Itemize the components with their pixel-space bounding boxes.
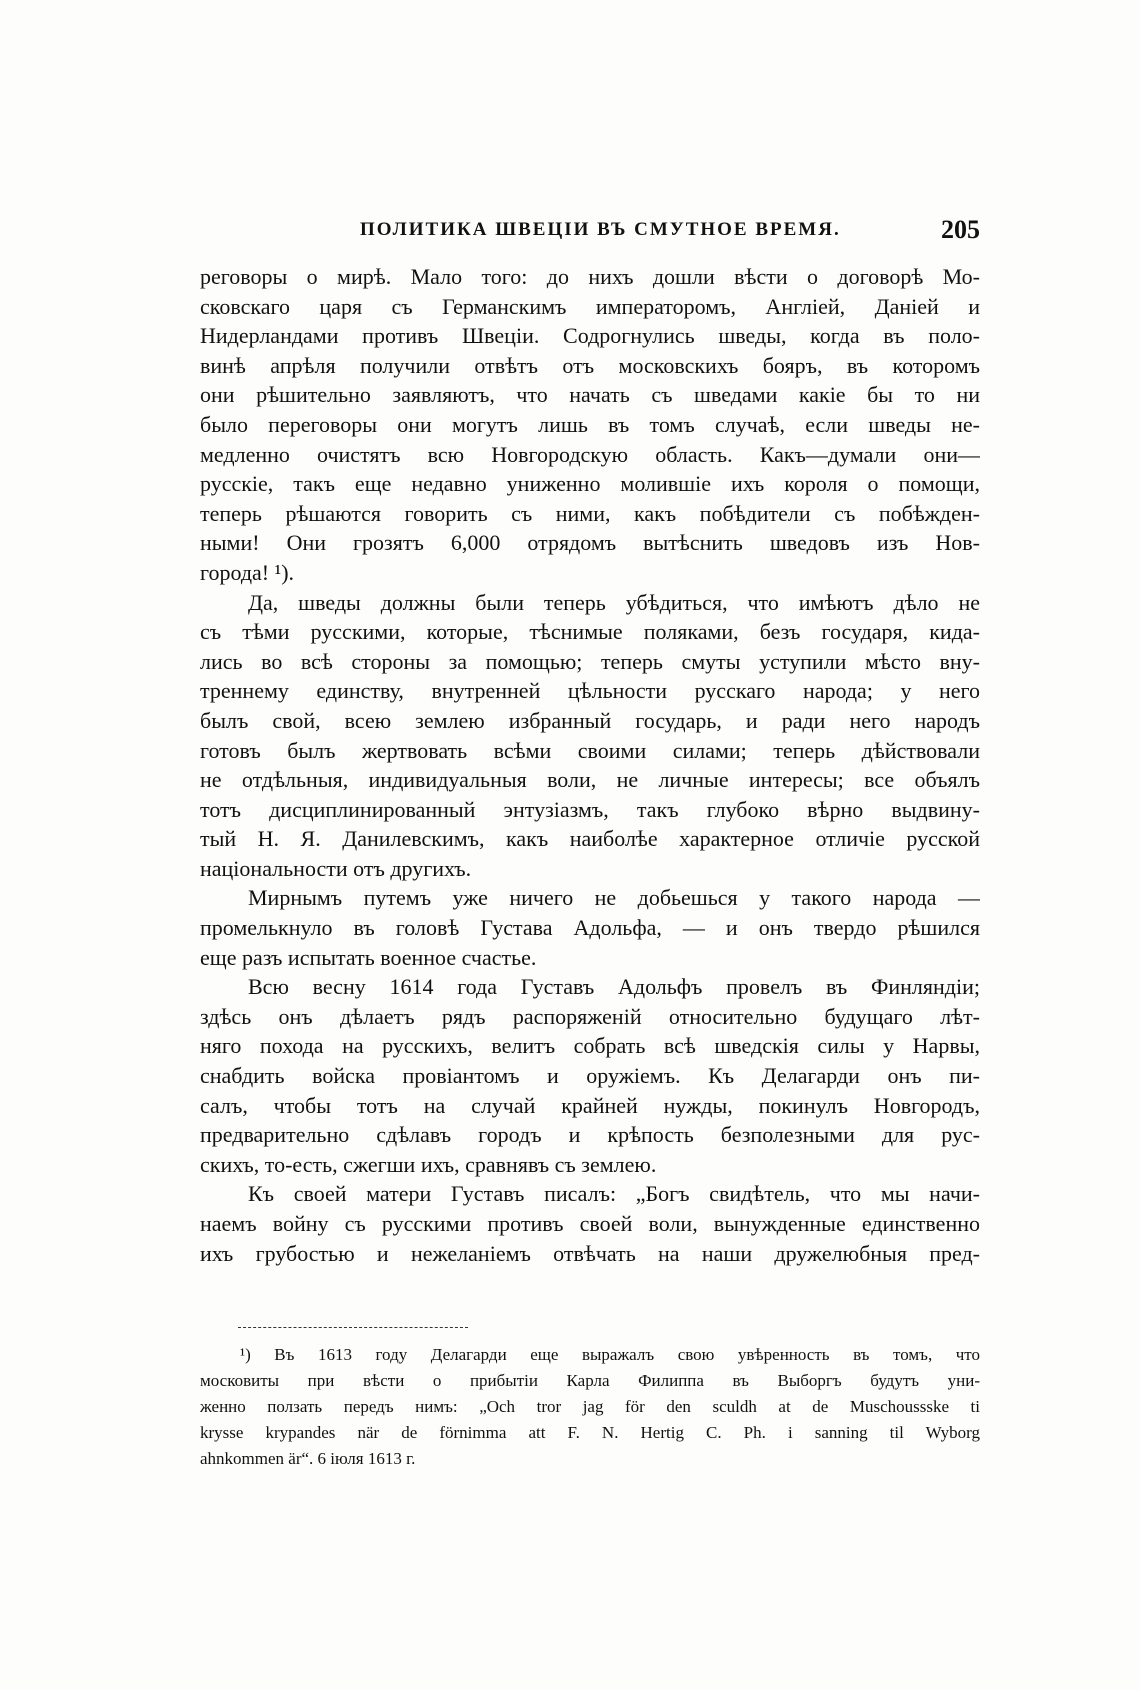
text-line: треннему единству, внутренней цѣльности русскаго народа; у него — [200, 678, 980, 704]
text-line: не отдѣльныя, индивидуальныя воли, не личные интересы; все объялъ — [200, 767, 980, 793]
text-line: реговоры о мирѣ. Мало того: до нихъ дошли вѣсти о договорѣ Мо- — [200, 264, 980, 289]
text-line: салъ, чтобы тотъ на случай крайней нужды, покинулъ Новгородъ, — [200, 1092, 980, 1118]
body-text — [200, 262, 980, 1268]
text-line: тотъ дисциплинированный энтузіазмъ, такъ глубоко вѣрно выдвину- — [200, 796, 980, 822]
footnote-line: krysse krypandes när de förnimma att F. N. Hertig C. Ph. i sanning til Wyborg — [200, 1423, 980, 1442]
page-number: 205 — [941, 215, 980, 244]
text-line: ихъ грубостью и нежеланіемъ отвѣчать на наши дружелюбныя пред- — [200, 1240, 980, 1266]
footnote-divider — [238, 1327, 468, 1328]
text-line: города! ¹). — [200, 559, 295, 585]
text-line: Да, шведы должны были теперь убѣдиться, что имѣютъ дѣло не — [248, 589, 980, 615]
text-line: теперь рѣшаются говорить съ ними, какъ побѣдители съ побѣжден- — [200, 500, 980, 526]
running-title: ПОЛИТИКА ШВЕЦІИ ВЪ СМУТНОЕ ВРЕМЯ. — [360, 219, 841, 240]
text-line: винѣ апрѣля получили отвѣтъ отъ московскихъ бояръ, въ которомъ — [200, 352, 980, 378]
text-line: тый Н. Я. Данилевскимъ, какъ наиболѣе характерное отличіе русской — [200, 826, 980, 852]
text-line: они рѣшительно заявляютъ, что начать съ шведами какіе бы то ни — [200, 382, 980, 408]
text-line: ными! Они грозятъ 6,000 отрядомъ вытѣснить шведовъ изъ Нов- — [200, 530, 980, 556]
text-line: еще разъ испытать военное счастье. — [200, 944, 537, 970]
paragraph-5 — [200, 1179, 980, 1268]
text-line: Всю весну 1614 года Густавъ Адольфъ провелъ въ Финляндіи; — [248, 974, 980, 1000]
text-line: наемъ войну съ русскими противъ своей воли, вынужденные единственно — [200, 1211, 980, 1236]
text-line: Мирнымъ путемъ уже ничего не добьешься у такого народа — — [248, 885, 980, 911]
text-line: было переговоры они могутъ лишь въ томъ случаѣ, если шведы не- — [200, 411, 980, 437]
paragraph-3 — [200, 883, 980, 972]
text-line: съ тѣми русскими, которые, тѣснимые поляками, безъ государя, кида- — [200, 619, 980, 645]
paragraph-1 — [200, 262, 980, 588]
text-line: здѣсь онъ дѣлаетъ рядъ распоряженій относительно будущаго лѣт- — [200, 1003, 980, 1029]
text-line: національности отъ другихъ. — [200, 855, 472, 881]
text-line: русскіе, такъ еще недавно униженно молившіе ихъ короля о помощи, — [200, 471, 980, 497]
text-line: былъ свой, всею землею избранный государь, и ради него народъ — [200, 707, 980, 733]
footnote-line: ahnkommen är“. 6 іюля 1613 г. — [200, 1449, 416, 1468]
footnote-line: ¹) Въ 1613 году Делагарди еще выражалъ свою увѣренность въ томъ, что — [240, 1345, 980, 1364]
paragraph-2 — [200, 588, 980, 884]
text-line: лись во всѣ стороны за помощью; теперь смуты уступили мѣсто вну- — [200, 648, 980, 674]
text-line: медленно очистятъ всю Новгородскую область. Какъ—думали они— — [200, 441, 980, 467]
running-head — [200, 215, 980, 245]
text-line: скихъ, то-есть, сжегши ихъ, сравнявъ съ землею. — [200, 1151, 657, 1177]
text-line: снабдить войска провіантомъ и оружіемъ. Къ Делагарди онъ пи- — [200, 1063, 980, 1089]
text-line: промелькнуло въ головѣ Густава Адольфа, — и онъ твердо рѣшился — [200, 915, 980, 941]
footnote-line: московиты при вѣсти о прибытіи Карла Филиппа въ Выборгъ будутъ уни- — [200, 1371, 980, 1390]
text-line: сковскаго царя съ Германскимъ императоромъ, Англіей, Даніей и — [200, 293, 980, 319]
footnote — [200, 1342, 980, 1472]
text-line: Нидерландами противъ Швеціи. Содрогнулись шведы, когда въ поло- — [200, 323, 980, 349]
text-line: предварительно сдѣлавъ городъ и крѣпость безполезными для рус- — [200, 1122, 980, 1148]
text-line: няго похода на русскихъ, велитъ собрать всѣ шведскія силы у Нарвы, — [200, 1033, 980, 1059]
text-line: Къ своей матери Густавъ писалъ: „Богъ свидѣтель, что мы начи- — [248, 1181, 980, 1207]
footnote-line: женно ползать передъ нимъ: „Och tror jag för den sculdh at de Muschoussske ti — [200, 1397, 980, 1416]
paragraph-4 — [200, 972, 980, 1179]
text-line: готовъ былъ жертвовать всѣми своими силами; теперь дѣйствовали — [200, 737, 980, 763]
